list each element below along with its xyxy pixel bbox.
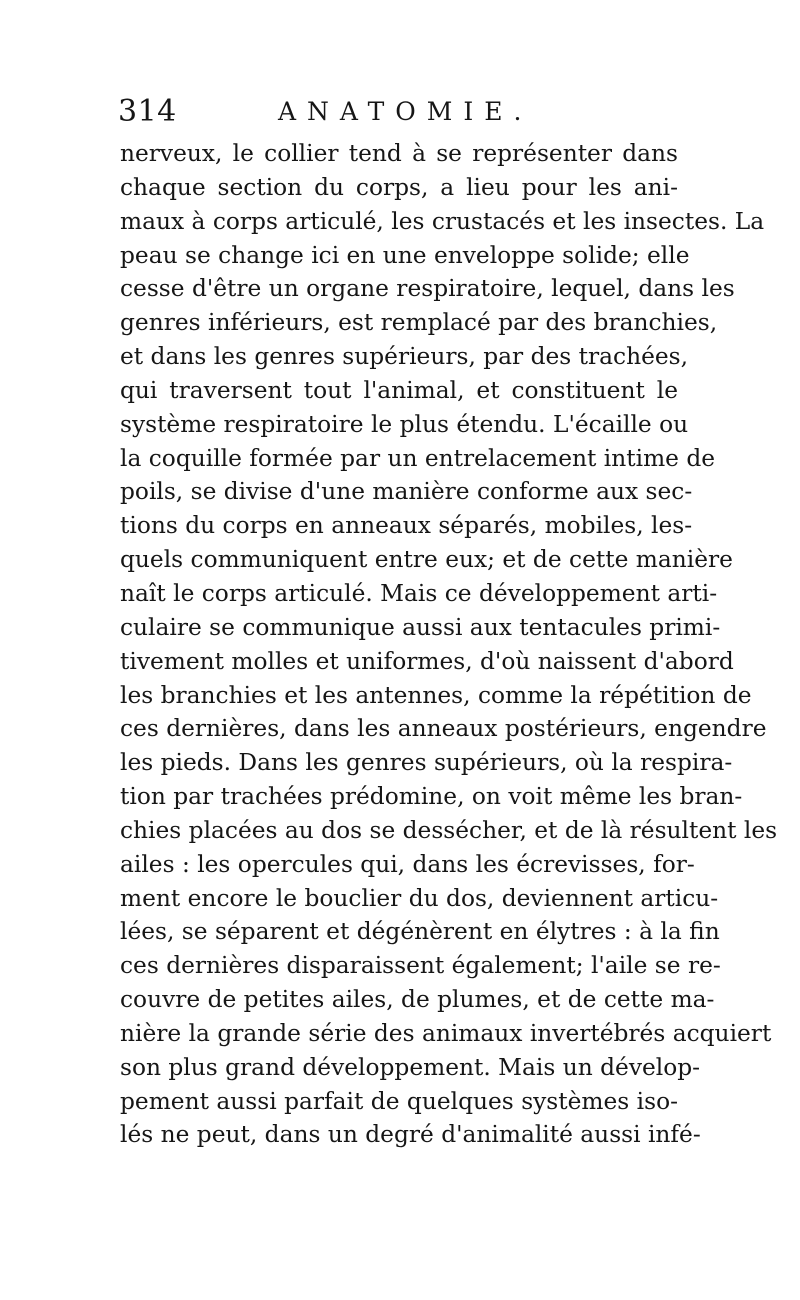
- text-line: naît le corps articulé. Mais ce développement arti-: [120, 579, 718, 607]
- text-line: genres inférieurs, est remplacé par des branchies,: [120, 309, 718, 337]
- body-text: [120, 137, 778, 1152]
- text-line: pement aussi parfait de quelques systèmes iso-: [120, 1087, 678, 1115]
- text-line: cesse d'être un organe respiratoire, lequel, dans les: [120, 275, 735, 303]
- text-line: peau se change ici en une enveloppe solide; elle: [120, 241, 690, 269]
- text-line: son plus grand développement. Mais un dévelop-: [120, 1053, 701, 1081]
- text-line: chies placées au dos se dessécher, et de là résultent les: [120, 816, 778, 844]
- text-line: nière la grande série des animaux invertébrés acquiert: [120, 1019, 772, 1047]
- running-head: [118, 88, 688, 136]
- text-line: ces dernières disparaissent également; l'aile se re-: [120, 952, 721, 980]
- text-line: et dans les genres supérieurs, par des trachées,: [120, 343, 689, 371]
- text-line: lés ne peut, dans un degré d'animalité aussi infé-: [120, 1121, 701, 1149]
- text-line: les pieds. Dans les genres supérieurs, où la respira-: [120, 749, 733, 777]
- text-line: tions du corps en anneaux séparés, mobiles, les-: [120, 512, 693, 540]
- text-line: système respiratoire le plus étendu. L'écaille ou: [120, 410, 689, 438]
- text-line: ces dernières, dans les anneaux postérieurs, engendre: [120, 715, 767, 743]
- text-line: les branchies et les antennes, comme la répétition de: [120, 681, 752, 709]
- text-line: culaire se communique aussi aux tentacules primi-: [120, 613, 721, 641]
- text-line: quels communiquent entre eux; et de cette manière: [120, 546, 733, 574]
- text-line: couvre de petites ailes, de plumes, et de cette ma-: [120, 986, 715, 1014]
- text-line: ailes : les opercules qui, dans les écrevisses, for-: [120, 850, 695, 878]
- text-line: maux à corps articulé, les crustacés et les insectes. La: [120, 207, 765, 235]
- text-line: chaque section du corps, a lieu pour les ani-: [120, 173, 678, 201]
- running-title: ANATOMIE.: [278, 97, 533, 126]
- text-line: qui traversent tout l'animal, et constituent le: [120, 376, 678, 404]
- text-line: nerveux, le collier tend à se représenter dans: [120, 140, 678, 167]
- text-line: la coquille formée par un entrelacement intime de: [120, 444, 716, 472]
- text-line: tivement molles et uniformes, d'où naissent d'abord: [120, 647, 734, 675]
- text-line: poils, se divise d'une manière conforme aux sec-: [120, 478, 693, 506]
- text-line: lées, se séparent et dégénèrent en élytres : à la fin: [120, 918, 720, 946]
- text-line: ment encore le bouclier du dos, deviennent articu-: [120, 884, 719, 912]
- text-line: tion par trachées prédomine, on voit même les bran-: [120, 783, 743, 811]
- page-number: 314: [118, 94, 177, 129]
